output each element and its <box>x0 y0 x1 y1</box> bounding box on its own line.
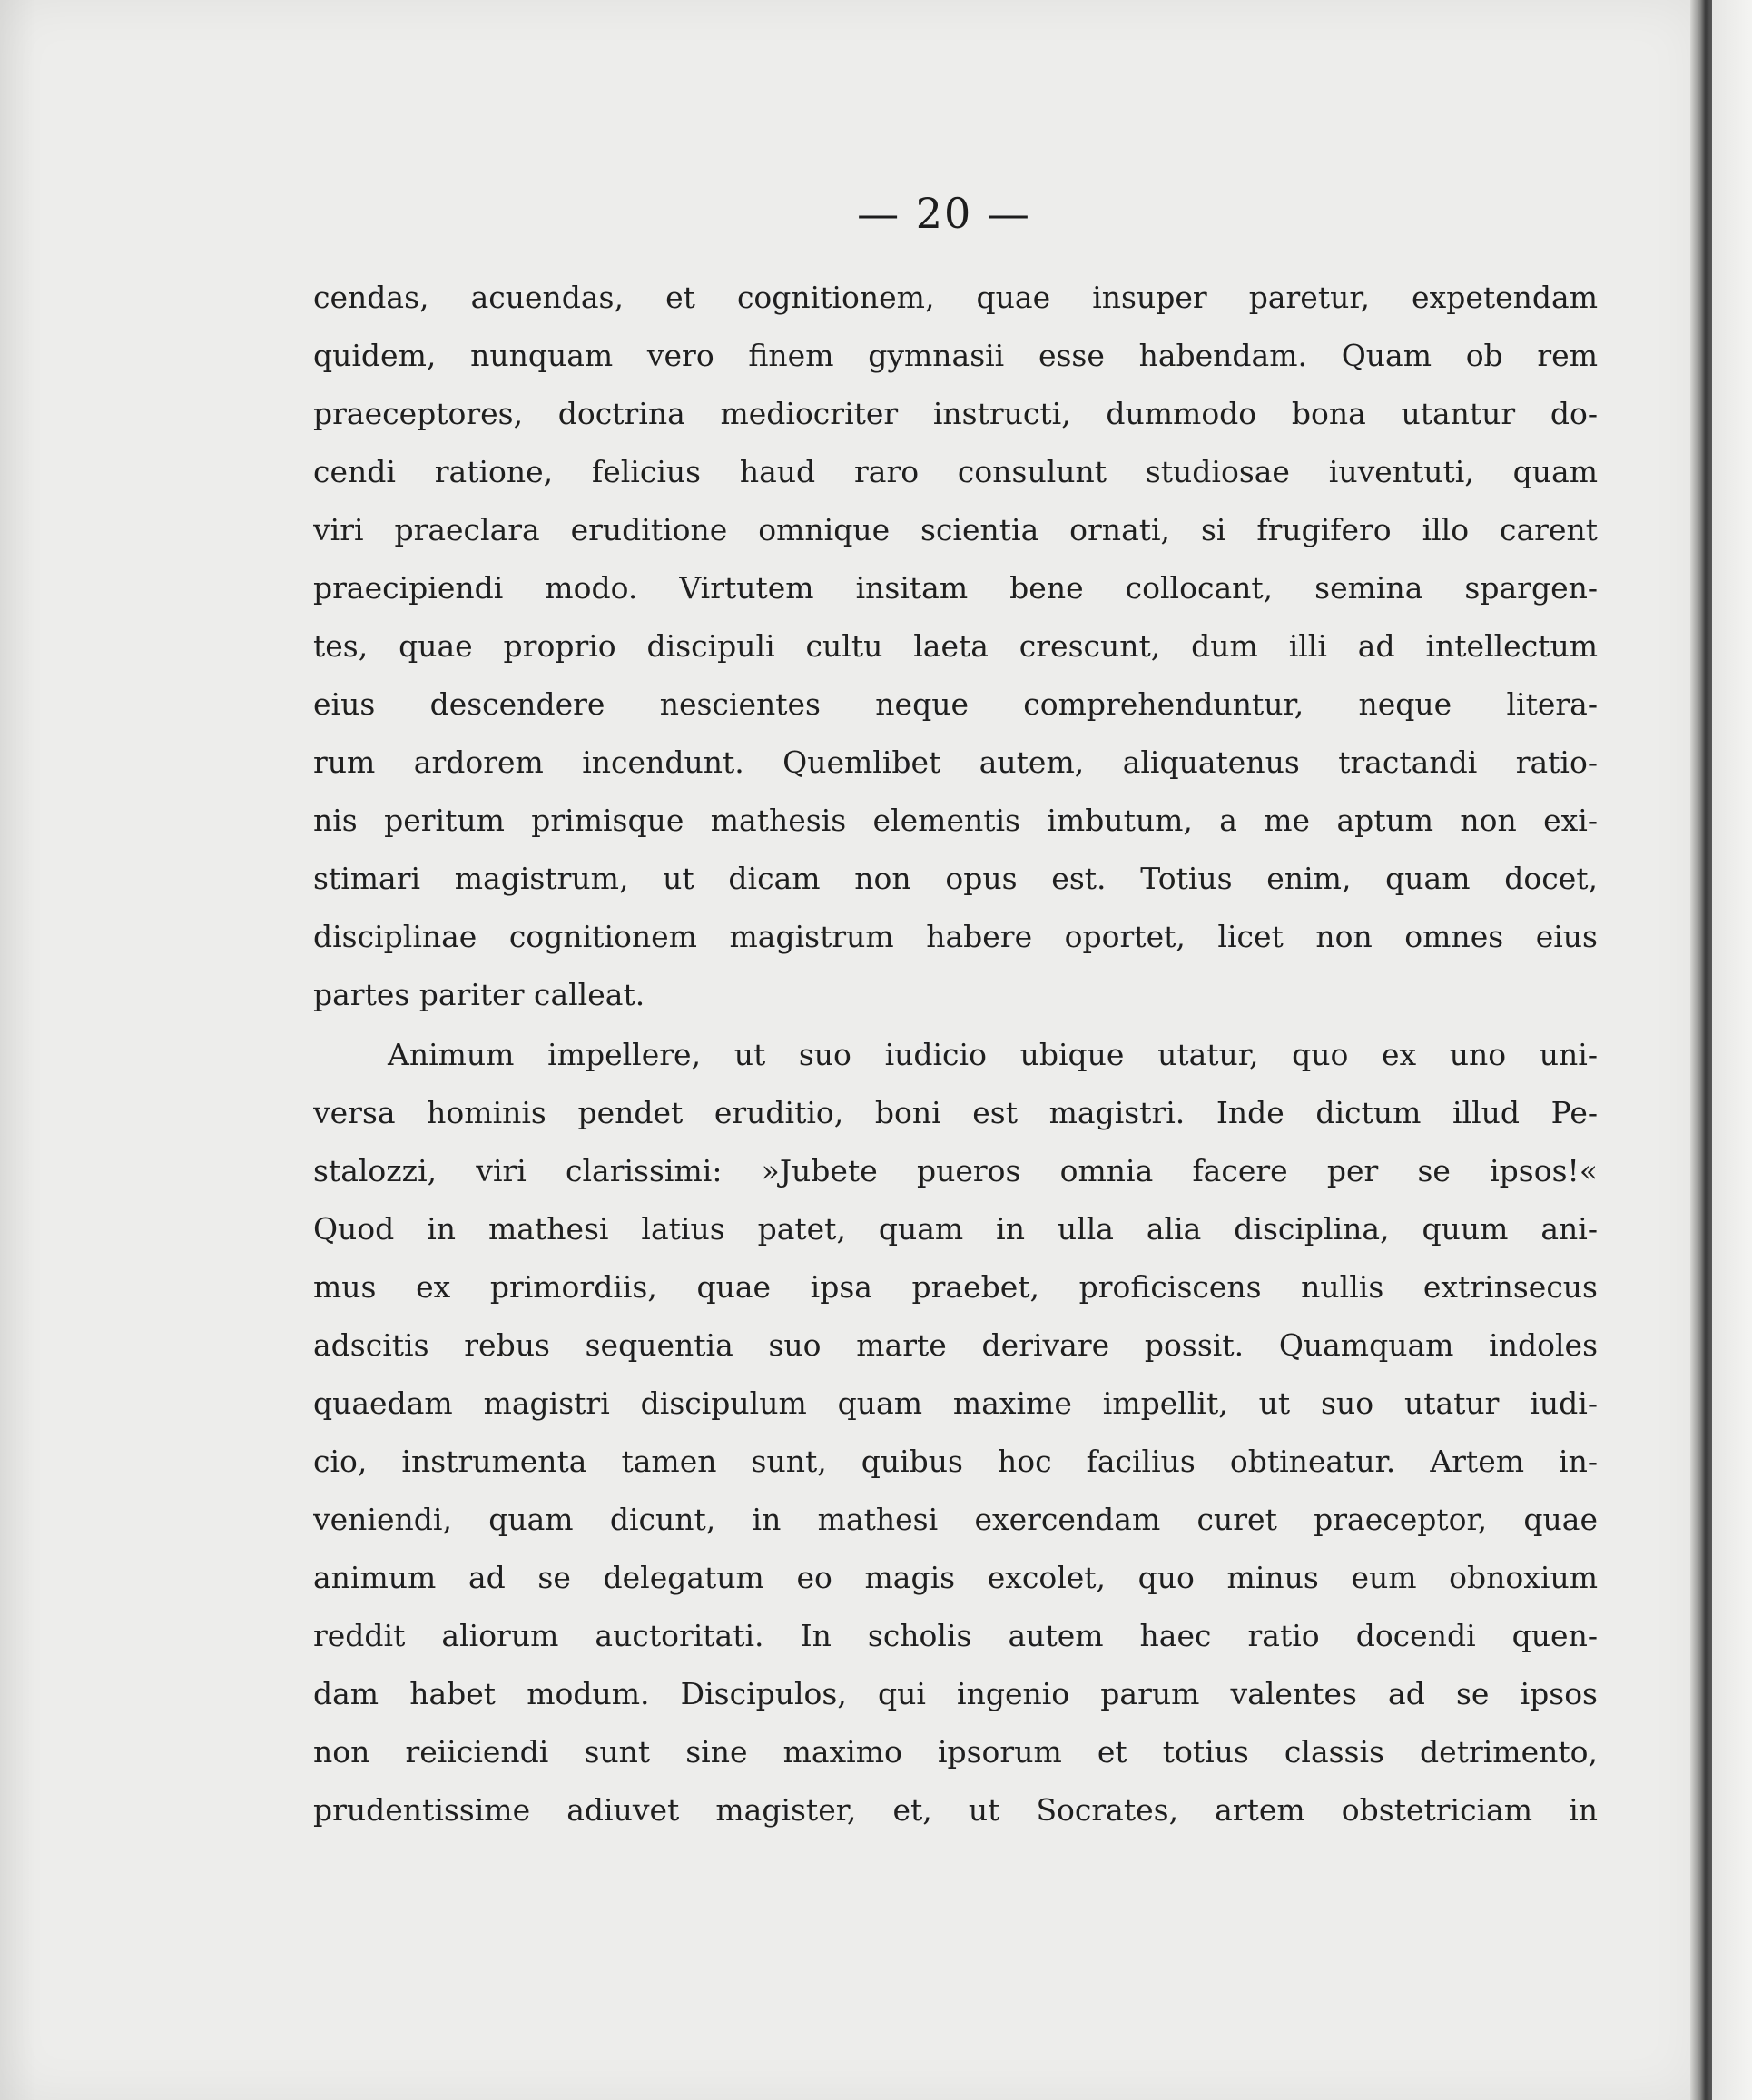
text-line: Animum impellere, ut suo iudicio ubique utatur, quo ex uno uni- <box>388 1037 1598 1072</box>
text-line: praecipiendi modo. Virtutem insitam bene collocant, semina spargen- <box>313 570 1598 606</box>
text-line: cendas, acuendas, et cognitionem, quae insuper paretur, expetendam <box>313 280 1598 315</box>
paragraph <box>313 269 1598 1024</box>
page-number: — 20 — <box>857 189 1031 238</box>
text-line: disciplinae cognitionem magistrum habere oportet, licet non omnes eius <box>313 919 1598 954</box>
text-line: stimari magistrum, ut dicam non opus est. Totius enim, quam docet, <box>313 861 1598 896</box>
paragraph <box>313 1026 1598 1839</box>
text-line: partes pariter calleat. <box>313 977 645 1012</box>
text-line: adscitis rebus sequentia suo marte derivare possit. Quamquam indoles <box>313 1327 1598 1363</box>
text-line: tes, quae proprio discipuli cultu laeta crescunt, dum illi ad intellectum <box>313 628 1598 664</box>
page-edge <box>1690 0 1712 2100</box>
text-line: viri praeclara eruditione omnique scientia ornati, si frugifero illo carent <box>313 512 1598 547</box>
text-line: quidem, nunquam vero finem gymnasii esse habendam. Quam ob rem <box>313 338 1598 373</box>
text-line: cio, instrumenta tamen sunt, quibus hoc facilius obtineatur. Artem in- <box>313 1444 1598 1479</box>
text-line: praeceptores, doctrina mediocriter instructi, dummodo bona utantur do- <box>313 396 1598 431</box>
text-line: veniendi, quam dicunt, in mathesi exercendam curet praeceptor, quae <box>313 1502 1598 1537</box>
text-line: non reiiciendi sunt sine maximo ipsorum et totius classis detrimento, <box>313 1734 1598 1770</box>
text-line: versa hominis pendet eruditio, boni est magistri. Inde dictum illud Pe- <box>313 1095 1598 1130</box>
text-line: animum ad se delegatum eo magis excolet, quo minus eum obnoxium <box>313 1560 1598 1595</box>
body-text <box>313 269 1598 1839</box>
next-page-margin <box>1712 0 1752 2100</box>
text-line: stalozzi, viri clarissimi: »Jubete pueros omnia facere per se ipsos!« <box>313 1153 1598 1188</box>
text-line: Quod in mathesi latius patet, quam in ulla alia disciplina, quum ani- <box>313 1211 1598 1247</box>
text-line: mus ex primordiis, quae ipsa praebet, proficiscens nullis extrinsecus <box>313 1269 1598 1305</box>
spine-shadow <box>0 0 36 2100</box>
text-line: rum ardorem incendunt. Quemlibet autem, aliquatenus tractandi ratio- <box>313 744 1598 780</box>
text-line: prudentissime adiuvet magister, et, ut Socrates, artem obstetriciam in <box>313 1792 1598 1828</box>
text-line: eius descendere nescientes neque comprehenduntur, neque litera- <box>313 686 1598 722</box>
text-line: cendi ratione, felicius haud raro consulunt studiosae iuventuti, quam <box>313 454 1598 489</box>
text-line: reddit aliorum auctoritati. In scholis autem haec ratio docendi quen- <box>313 1618 1598 1653</box>
text-line: nis peritum primisque mathesis elementis imbutum, a me aptum non exi- <box>313 803 1598 838</box>
text-line: quaedam magistri discipulum quam maxime impellit, ut suo utatur iudi- <box>313 1385 1598 1421</box>
text-line: dam habet modum. Discipulos, qui ingenio parum valentes ad se ipsos <box>313 1676 1598 1711</box>
